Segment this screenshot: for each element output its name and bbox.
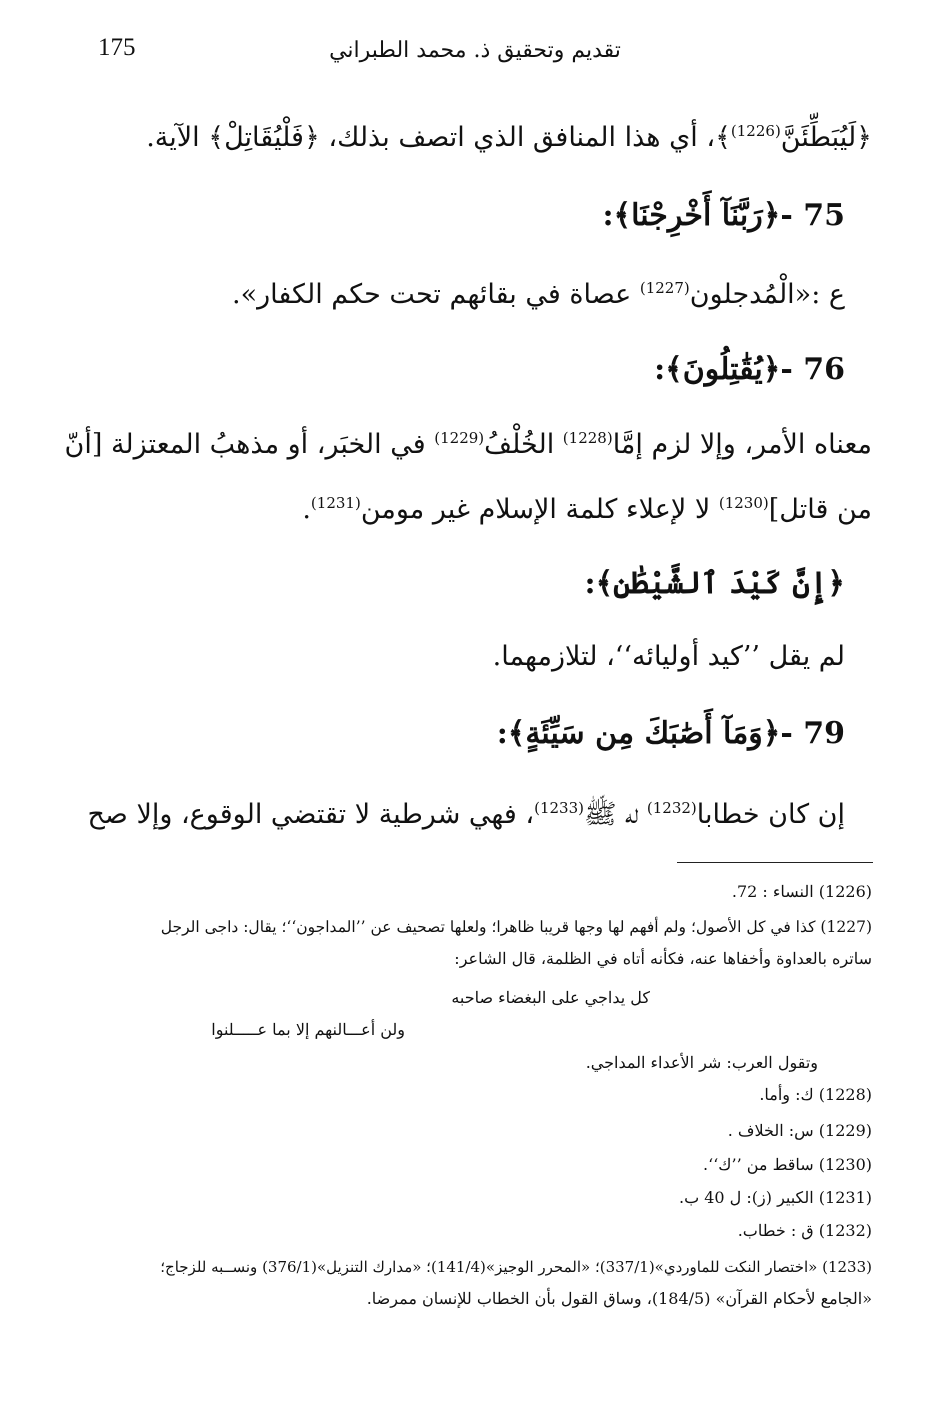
heading-75: 75 -﴿رَبَّنَآ أَخْرِجْنَا﴾: bbox=[602, 198, 845, 233]
body-text: عصاة في بقائهم تحت حكم الكفار». bbox=[232, 279, 640, 310]
colon: : bbox=[654, 352, 666, 387]
footnote-separator bbox=[677, 862, 873, 863]
footnote-1226: (1226) النساء : 72. bbox=[731, 882, 872, 901]
heading-76: 76 -﴿يُقَٰتِلُونَ﴾: bbox=[654, 352, 845, 387]
body-line-1: ﴿لَيُبَطِّئَنَّ$^{(1226)}$﴾، أي هذا المنافق الذي اتصف بذلك، ﴿فَلْيُقَاتِلْ﴾ الآية. bbox=[146, 122, 872, 153]
footnote-1229: (1229) س: الخلاف . bbox=[727, 1121, 872, 1140]
footnote-ref: (1231) bbox=[310, 494, 361, 512]
footnote-ref: (1226) bbox=[730, 122, 781, 140]
body-text: معناه الأمر، وإلا لزم إمَّا bbox=[612, 429, 872, 460]
footnote-ref: (1233) bbox=[534, 799, 584, 817]
poetry-verse-1: كل يداجي على البغضاء صاحبه bbox=[451, 988, 650, 1007]
colon: : bbox=[602, 198, 614, 233]
quran-quote: فَلْيُقَاتِلْ bbox=[224, 122, 304, 153]
body-line-10 bbox=[88, 795, 846, 835]
footnote-1231: (1231) الكبير (ز): ل 40 ب. bbox=[678, 1188, 872, 1207]
running-title: تقديم وتحقيق ذ. محمد الطبراني bbox=[329, 38, 621, 63]
footnote-1227-end: وتقول العرب: شر الأعداء المداجي. bbox=[585, 1053, 818, 1072]
body-text: لا لإعلاء كلمة الإسلام غير مومن bbox=[360, 494, 719, 525]
body-text: في الخبَر، أو مذهبُ المعتزلة [أنّ bbox=[64, 429, 435, 460]
quran-quote: رَبَّنَآ أَخْرِجْنَا bbox=[631, 198, 763, 233]
body-text: إن كان خطابا bbox=[696, 799, 845, 830]
quran-quote: يُقَٰتِلُونَ bbox=[682, 352, 763, 387]
body-text: ع :«الْمُدجلون bbox=[689, 279, 845, 310]
footnote-ref: (1228) bbox=[562, 429, 613, 447]
poetry-verse-2: ولن أعـــالنهم إلا بما عـــــلنوا bbox=[211, 1020, 405, 1039]
body-text: ، أي هذا المنافق الذي اتصف بذلك، bbox=[328, 122, 716, 153]
footnote-ref: (1230) bbox=[718, 494, 769, 512]
footnote-1228: (1228) ك: وأما. bbox=[759, 1085, 872, 1104]
footnote-1233-cont: «الجامع لأحكام القرآن» (184/5)، وساق القول بأن الخطاب للإنسان ممرضا. bbox=[366, 1289, 872, 1308]
body-line-3 bbox=[232, 275, 845, 315]
verse-number: 76 - bbox=[780, 352, 845, 387]
footnote-ref: (1227) bbox=[639, 279, 690, 297]
body-line-8: لم يقل ’’كيد أوليائه‘‘، لتلازمهما. bbox=[492, 641, 845, 672]
footnote-1233: (1233) «اختصار النكت للماوردي»(337/1)؛ «المحرر الوجيز»(141/4)؛ «مدارك التنزيل»(376/1) ونســبه للزجاج؛ bbox=[160, 1258, 872, 1276]
quran-quote: لَيُبَطِّئَنَّ bbox=[780, 122, 857, 153]
footnote-ref: (1232) bbox=[646, 799, 697, 817]
body-text: له ﷺ bbox=[583, 799, 647, 830]
footnote-1227: (1227) كذا في كل الأصول؛ ولم أفهم لها وجها قريبا ظاهرا؛ ولعلها تصحيف عن ’’المداجون‘‘؛ يقال: داجى الرجل bbox=[160, 918, 872, 936]
verse-number: 79 - bbox=[780, 716, 845, 751]
body-text: الخُلْفُ bbox=[484, 429, 563, 460]
heading-kayd: ﴿إِنَّ كَيْدَ ٱلشَّيْطَٰنِ﴾: bbox=[584, 566, 845, 601]
verse-number: 75 - bbox=[780, 198, 845, 233]
footnote-ref: (1229) bbox=[434, 429, 485, 447]
body-text: الآية. bbox=[146, 122, 200, 153]
footnote-1230: (1230) ساقط من ’’ك‘‘. bbox=[703, 1155, 872, 1174]
footnote-1232: (1232) ق : خطاب. bbox=[737, 1221, 872, 1240]
footnote-1227-cont: ساتره بالعداوة وأخفاها عنه، فكأنه أتاه في الظلمة، قال الشاعر: bbox=[454, 949, 872, 968]
body-text: . bbox=[302, 494, 311, 525]
quran-quote: وَمَآ أَصَٰبَكَ مِن سَيِّئَةٍ bbox=[525, 716, 763, 751]
body-line-6 bbox=[302, 490, 872, 530]
heading-79: 79 -﴿وَمَآ أَصَٰبَكَ مِن سَيِّئَةٍ﴾: bbox=[496, 716, 845, 751]
page-number: 175 bbox=[98, 34, 136, 61]
body-text: من قاتل] bbox=[768, 494, 872, 525]
colon: : bbox=[496, 716, 508, 751]
quran-quote: إِنَّ كَيْدَ ٱلشَّيْطَٰنِ bbox=[613, 566, 828, 601]
body-text: ، فهي شرطية لا تقتضي الوقوع، وإلا صح bbox=[87, 799, 535, 830]
body-line-5 bbox=[65, 425, 872, 465]
colon: : bbox=[584, 566, 596, 601]
